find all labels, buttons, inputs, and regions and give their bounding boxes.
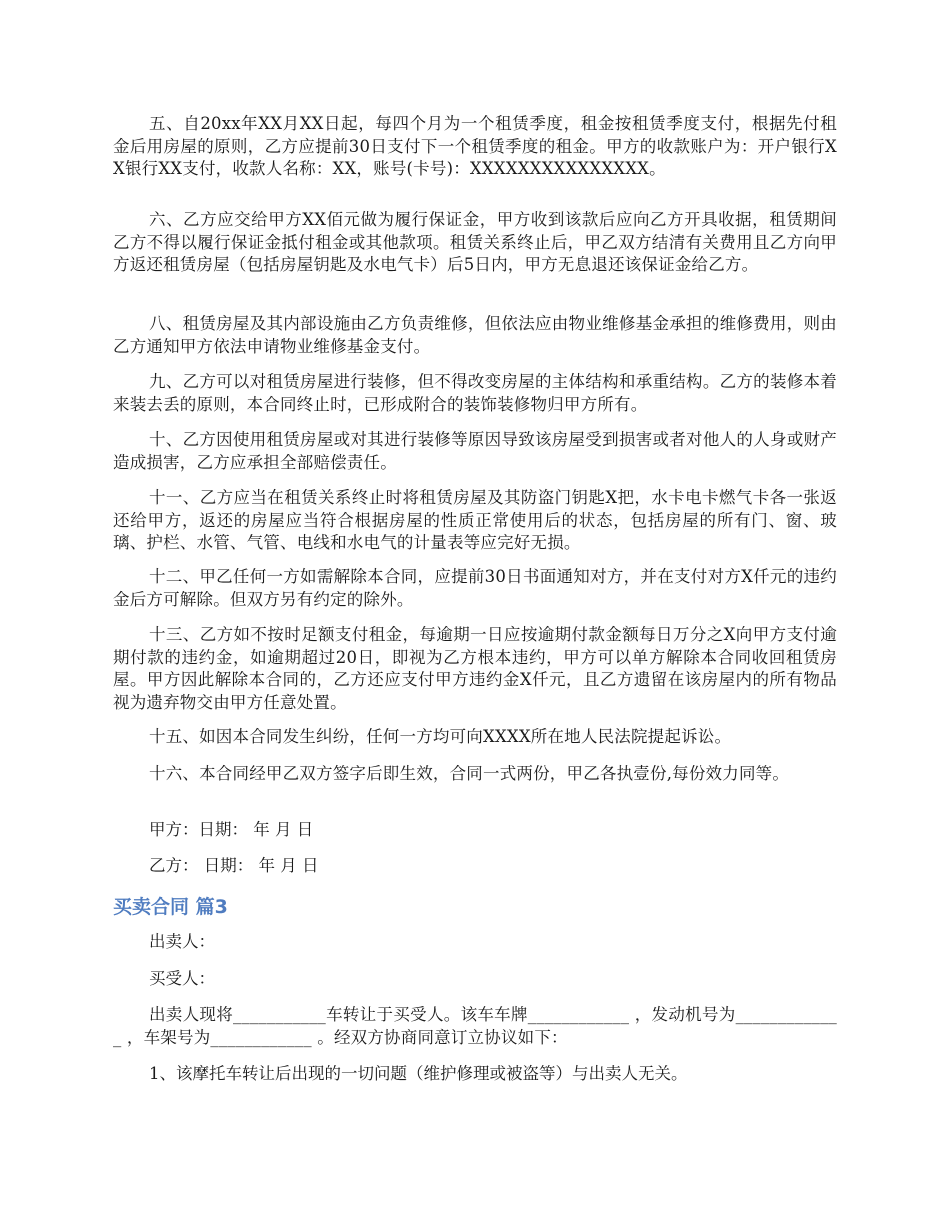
seller-label: 出卖人： [149,932,215,951]
signature-party-b: 乙方： 日期： 年 月 日 [149,856,319,875]
signature-party-a: 甲方：日期： 年 月 日 [149,820,314,839]
agreement-item-1: 1、该摩托车转让后出现的一切问题（维护修理或被盗等）与出卖人无关。 [149,1064,688,1083]
clause-16: 十六、本合同经甲乙双方签字后即生效，合同一式两份，甲乙各执壹份,每份效力同等。 [149,764,790,783]
clause-5: 五、自20xx年XX月XX日起，每四个月为一个租赁季度，租金按租赁季度支付，根据先付租金后用房屋的原则，乙方应提前30日支付下一个租赁季度的租金。甲方的收款账户为：开户银行XX银行XX支付，收款人名称：XX，账号(卡号)：XXXXXXXXXXXXXXX。 [113,114,837,179]
clause-15: 十五、如因本合同发生纠纷，任何一方均可向XXXX所在地人民法院提起诉讼。 [149,727,732,746]
buyer-label: 买受人： [149,969,215,988]
clause-12: 十二、甲乙任何一方如需解除本合同，应提前30日书面通知对方，并在支付对方X仟元的违约金后方可解除。但双方另有约定的除外。 [113,567,837,609]
clause-6: 六、乙方应交给甲方XX佰元做为履行保证金，甲方收到该款后应向乙方开具收据，租赁期间乙方不得以履行保证金抵付租金或其他款项。租赁关系终止后，甲乙双方结清有关费用且乙方向甲方返还租赁房屋（包括房屋钥匙及水电气卡）后5日内，甲方无息退还该保证金给乙方。 [113,210,837,275]
clause-10: 十、乙方因使用租赁房屋或对其进行装修等原因导致该房屋受到损害或者对他人的人身或财产造成损害，乙方应承担全部赔偿责任。 [113,430,837,472]
section-heading: 买卖合同 篇3 [113,896,228,918]
clause-13: 十三、乙方如不按时足额支付租金，每逾期一日应按逾期付款金额每日万分之X向甲方支付逾期付款的违约金，如逾期超过20日，即视为乙方根本违约，甲方可以单方解除本合同收回租赁房屋。甲方因此解除本合同的，乙方还应支付甲方违约金X仟元，且乙方遗留在该房屋内的所有物品视为遗弃物交由甲方任意处置。 [113,625,837,712]
transfer-paragraph: 出卖人现将___________车转让于买受人。该车车牌____________ ，发动机号为_____________ ，车架号为____________ 。经双方协商同意订立协议如下： [113,1005,837,1047]
clause-8: 八、租赁房屋及其内部设施由乙方负责维修，但依法应由物业维修基金承担的维修费用，则由乙方通知甲方依法申请物业维修基金支付。 [113,314,837,356]
clause-9: 九、乙方可以对租赁房屋进行装修，但不得改变房屋的主体结构和承重结构。乙方的装修本着来装去丢的原则，本合同终止时，已形成附合的装饰装修物归甲方所有。 [113,372,837,414]
clause-11: 十一、乙方应当在租赁关系终止时将租赁房屋及其防盗门钥匙X把，水卡电卡燃气卡各一张返还给甲方，返还的房屋应当符合根据房屋的性质正常使用后的状态，包括房屋的所有门、窗、玻璃、护栏、水管、气管、电线和水电气的计量表等应完好无损。 [113,488,837,553]
